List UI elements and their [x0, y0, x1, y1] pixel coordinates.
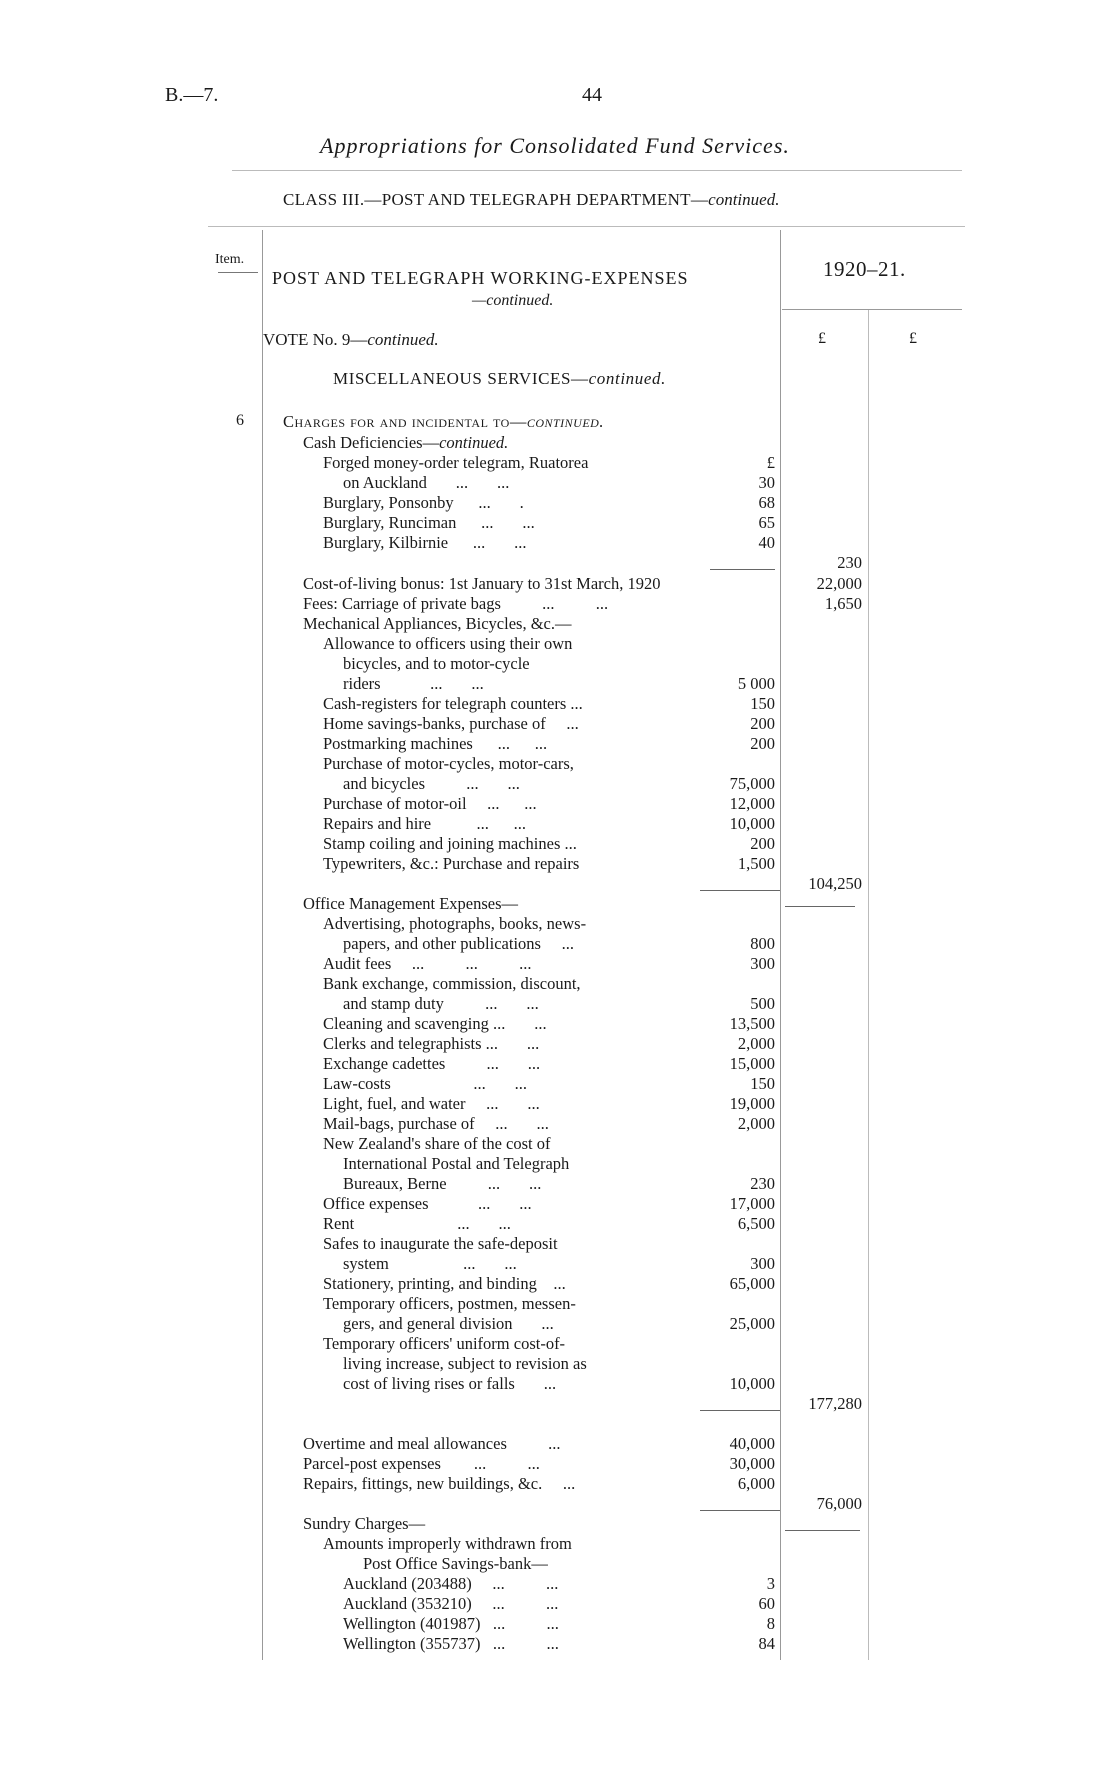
line-label: Forged money-order telegram, Ruatorea: [323, 453, 589, 472]
currency-symbol-1: £: [818, 330, 826, 347]
item-amount: 5 000: [737, 674, 775, 693]
line-label: system ... ...: [343, 1254, 517, 1273]
title-rule: [232, 170, 962, 171]
line-label: Parcel-post expenses ... ...: [303, 1454, 540, 1473]
class-heading: CLASS III.—POST AND TELEGRAPH DEPARTMENT—continued.: [283, 190, 780, 209]
line-label: Light, fuel, and water ... ...: [323, 1094, 540, 1113]
total-column-rule: [868, 310, 869, 1660]
line-label: riders ... ...: [343, 674, 484, 693]
line-label: Burglary, Runciman ... ...: [323, 513, 535, 532]
item-amount: 300: [750, 1254, 775, 1273]
item-amount: 300: [750, 954, 775, 973]
group-total: 76,000: [816, 1494, 862, 1513]
line-label: Law-costs ... ...: [323, 1074, 527, 1093]
line-label: Advertising, photographs, books, news-: [323, 914, 587, 933]
line-label: Temporary officers' uniform cost-of-: [323, 1334, 566, 1353]
item-amount: 75,000: [729, 774, 775, 793]
line-label: Cost-of-living bonus: 1st January to 31st March, 1920: [303, 574, 661, 593]
amount-column-rule: [780, 230, 781, 1660]
line-label: Allowance to officers using their own: [323, 634, 573, 653]
section-heading: POST AND TELEGRAPH WORKING-EXPENSES: [272, 268, 689, 288]
group-total: 1,650: [824, 594, 862, 613]
page-number: 44: [582, 84, 602, 106]
item-amount: 230: [750, 1174, 775, 1193]
line-label: papers, and other publications ...: [343, 934, 574, 953]
line-label: Post Office Savings-bank—: [363, 1554, 548, 1573]
line-label: Stamp coiling and joining machines ...: [323, 834, 577, 853]
item-amount: 6,000: [737, 1474, 775, 1493]
line-label: Burglary, Kilbirnie ... ...: [323, 533, 527, 552]
item-amount: £: [766, 453, 775, 472]
item-amount: 25,000: [729, 1314, 775, 1333]
item-amount: 30,000: [729, 1454, 775, 1473]
item-amount: 68: [758, 493, 775, 512]
total-rule: [785, 906, 855, 907]
item-column-rule: [262, 230, 263, 1660]
line-label: Fees: Carriage of private bags ... ...: [303, 594, 609, 613]
item-amount: 150: [750, 694, 775, 713]
line-label: and bicycles ... ...: [343, 774, 520, 793]
line-label: Safes to inaugurate the safe-deposit: [323, 1234, 558, 1253]
line-label: Purchase of motor-oil ... ...: [323, 794, 537, 813]
item-column-label: Item.: [215, 252, 245, 267]
group-total: 22,000: [816, 574, 862, 593]
item-amount: 60: [758, 1594, 775, 1613]
item-amount: 2,000: [737, 1034, 775, 1053]
line-label: Clerks and telegraphists ... ...: [323, 1034, 540, 1053]
section-heading-cont: —continued.: [472, 292, 554, 309]
item-amount: 65: [758, 513, 775, 532]
line-label: Mail-bags, purchase of ... ...: [323, 1114, 549, 1133]
line-label: Postmarking machines ... ...: [323, 734, 548, 753]
item-amount: 8: [766, 1614, 775, 1633]
item-amount: 150: [750, 1074, 775, 1093]
line-label: Audit fees ... ... ...: [323, 954, 532, 973]
group-total: 177,280: [808, 1394, 862, 1413]
report-reference: B.—7.: [165, 84, 219, 106]
item-amount: 10,000: [729, 1374, 775, 1393]
item-amount: 40: [758, 533, 775, 552]
item-amount: 65,000: [729, 1274, 775, 1293]
subtotal-rule: [700, 1510, 780, 1511]
currency-symbol-2: £: [909, 330, 917, 347]
total-rule: [785, 1530, 860, 1531]
line-label: Amounts improperly withdrawn from: [323, 1534, 572, 1553]
line-label: Office expenses ... ...: [323, 1194, 532, 1213]
line-label: Auckland (353210) ... ...: [343, 1594, 559, 1613]
item-amount: 84: [758, 1634, 775, 1653]
item-amount: 19,000: [729, 1094, 775, 1113]
line-label: Charges for and incidental to—continued.: [283, 412, 604, 431]
line-label: Wellington (355737) ... ...: [343, 1634, 559, 1653]
line-label: International Postal and Telegraph: [343, 1154, 570, 1173]
item-amount: 10,000: [729, 814, 775, 833]
line-label: Office Management Expenses—: [303, 894, 519, 913]
table-top-rule: [208, 226, 965, 227]
item-amount: 3: [766, 1574, 775, 1593]
item-amount: 2,000: [737, 1114, 775, 1133]
item-amount: 1,500: [737, 854, 775, 873]
item-amount: 500: [750, 994, 775, 1013]
item-amount: 15,000: [729, 1054, 775, 1073]
line-label: Bureaux, Berne ... ...: [343, 1174, 542, 1193]
line-label: Wellington (401987) ... ...: [343, 1614, 559, 1633]
line-label: Cash Deficiencies—continued.: [303, 433, 509, 452]
line-label: bicycles, and to motor-cycle: [343, 654, 530, 673]
line-label: Repairs and hire ... ...: [323, 814, 527, 833]
item-number: 6: [236, 412, 244, 429]
line-label: Exchange cadettes ... ...: [323, 1054, 541, 1073]
item-amount: 13,500: [729, 1014, 775, 1033]
line-label: cost of living rises or falls ...: [343, 1374, 557, 1393]
line-label: living increase, subject to revision as: [343, 1354, 587, 1373]
line-label: and stamp duty ... ...: [343, 994, 539, 1013]
item-amount: 17,000: [729, 1194, 775, 1213]
year-heading: 1920–21.: [823, 257, 906, 281]
item-amount: 200: [750, 834, 775, 853]
line-label: Burglary, Ponsonby ... .: [323, 493, 524, 512]
page-title: Appropriations for Consolidated Fund Services.: [320, 133, 790, 158]
item-dash: [218, 272, 258, 273]
item-amount: 800: [750, 934, 775, 953]
vote-heading: VOTE No. 9—continued.: [263, 330, 439, 349]
line-label: Typewriters, &c.: Purchase and repairs: [323, 854, 580, 873]
line-label: Mechanical Appliances, Bicycles, &c.—: [303, 614, 572, 633]
item-amount: 200: [750, 734, 775, 753]
subsection-heading: MISCELLANEOUS SERVICES—continued.: [333, 369, 666, 388]
line-label: Purchase of motor-cycles, motor-cars,: [323, 754, 574, 773]
subtotal-rule: [710, 569, 775, 570]
line-label: on Auckland ... ...: [343, 473, 510, 492]
item-amount: 6,500: [737, 1214, 775, 1233]
line-label: Repairs, fittings, new buildings, &c. ...: [303, 1474, 576, 1493]
line-label: Overtime and meal allowances ...: [303, 1434, 561, 1453]
year-rule: [782, 309, 962, 310]
item-amount: 30: [758, 473, 775, 492]
line-label: Cleaning and scavenging ... ...: [323, 1014, 547, 1033]
line-label: Auckland (203488) ... ...: [343, 1574, 559, 1593]
subtotal-rule: [700, 1410, 780, 1411]
line-label: Stationery, printing, and binding ...: [323, 1274, 566, 1293]
line-label: New Zealand's share of the cost of: [323, 1134, 551, 1153]
group-total: 104,250: [808, 874, 862, 893]
line-label: Sundry Charges—: [303, 1514, 426, 1533]
line-label: gers, and general division ...: [343, 1314, 554, 1333]
line-label: Bank exchange, commission, discount,: [323, 974, 581, 993]
item-amount: 200: [750, 714, 775, 733]
line-label: Home savings-banks, purchase of ...: [323, 714, 579, 733]
line-label: Temporary officers, postmen, messen-: [323, 1294, 576, 1313]
line-label: Cash-registers for telegraph counters ...: [323, 694, 583, 713]
line-label: Rent ... ...: [323, 1214, 511, 1233]
subtotal-rule: [700, 890, 780, 891]
item-amount: 40,000: [729, 1434, 775, 1453]
item-amount: 12,000: [729, 794, 775, 813]
group-total: 230: [837, 553, 862, 572]
